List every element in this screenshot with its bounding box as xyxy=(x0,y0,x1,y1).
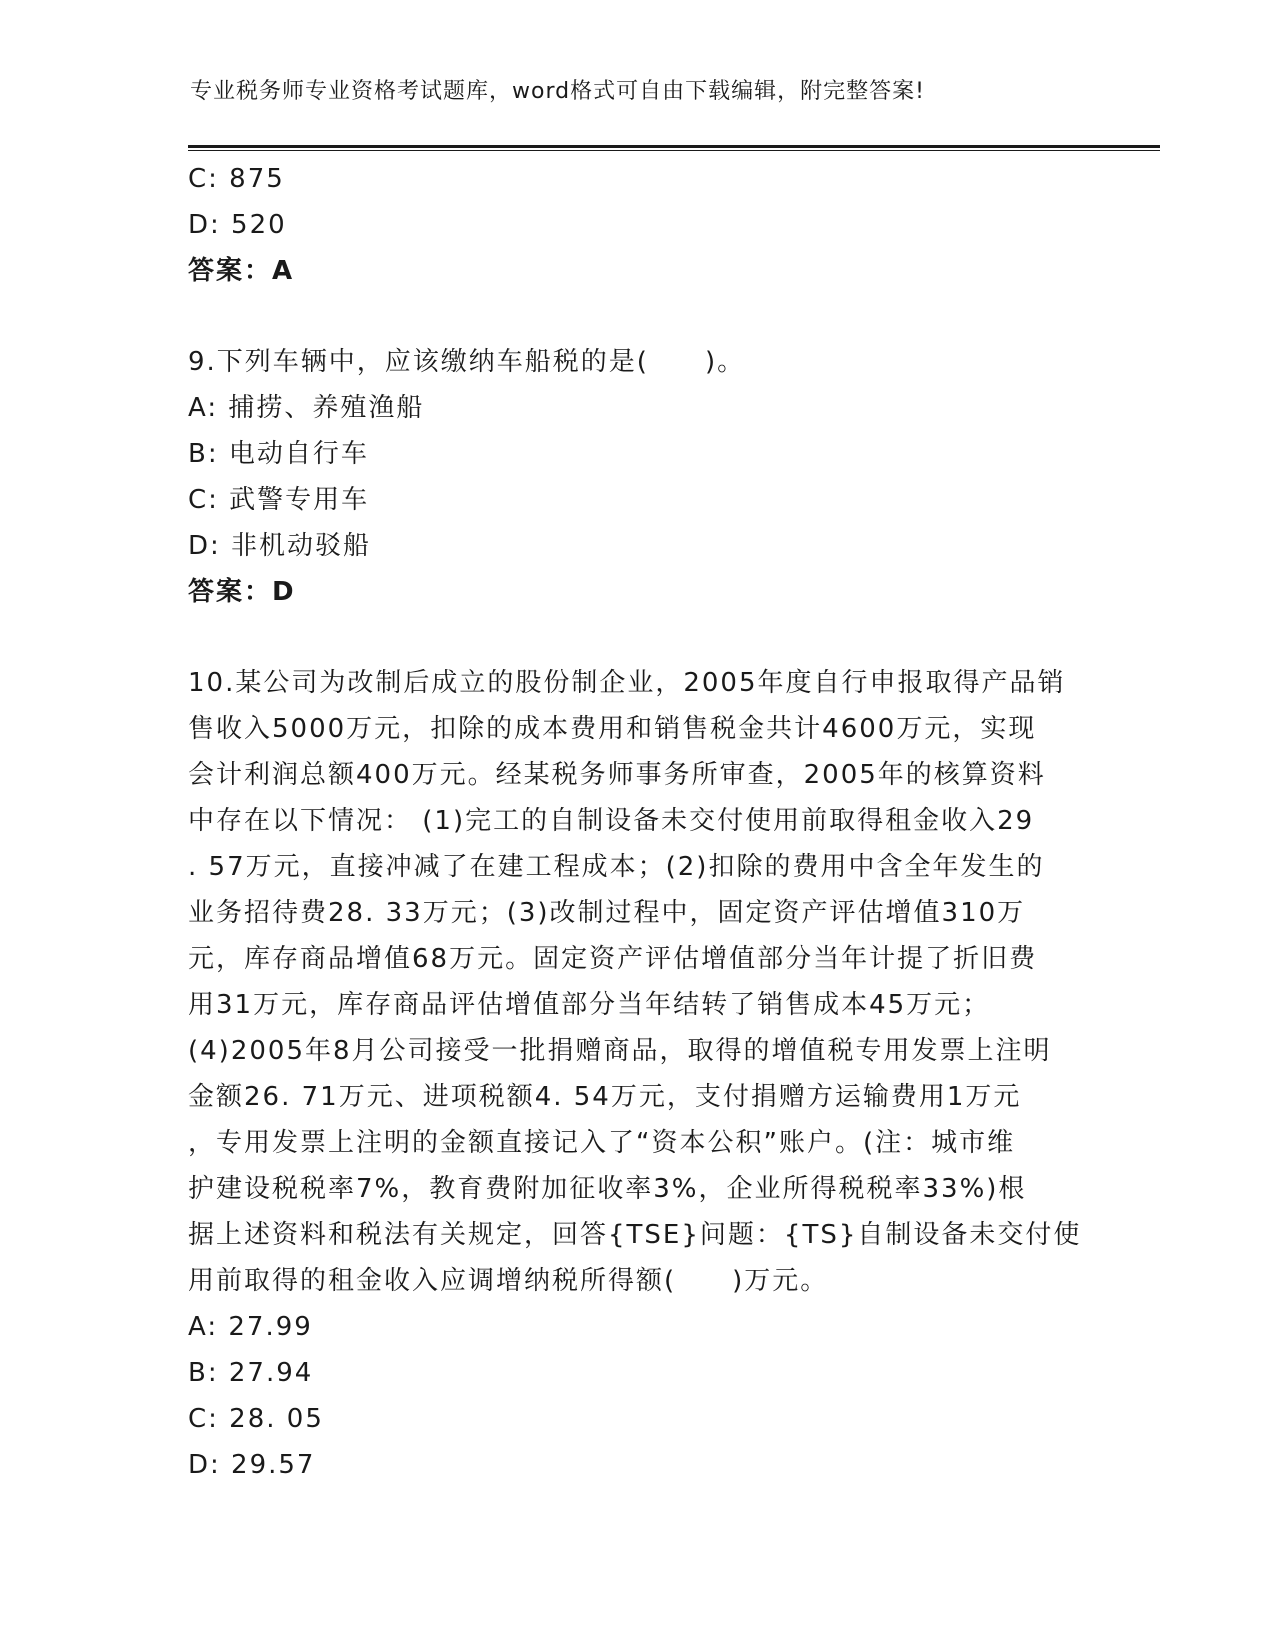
option-d: D: 29.57 xyxy=(188,1450,316,1480)
question-stem-line: ，专用发票上注明的金额直接记入了“资本公积”账户。(注：城市维 xyxy=(188,1128,1016,1158)
spacer xyxy=(188,294,1088,339)
page-header: 专业税务师专业资格考试题库，word格式可自由下载编辑，附完整答案! xyxy=(190,79,925,104)
option-b: B: 27.94 xyxy=(188,1358,314,1388)
question-10 xyxy=(188,660,1088,1488)
question-stem-line: 业务招待费28. 33万元；(3)改制过程中，固定资产评估增值310万 xyxy=(188,898,1026,928)
option-c: C: 875 xyxy=(188,164,285,194)
option-d: D: 520 xyxy=(188,210,287,240)
question-stem-line: 售收入5000万元，扣除的成本费用和销售税金共计4600万元，实现 xyxy=(188,714,1037,744)
option-d: D: 非机动驳船 xyxy=(188,531,372,561)
question-stem-line: (4)2005年8月公司接受一批捐赠商品，取得的增值税专用发票上注明 xyxy=(188,1036,1052,1066)
question-stem-line: 用31万元，库存商品评估增值部分当年结转了销售成本45万元； xyxy=(188,990,991,1020)
question-stem: 9.下列车辆中，应该缴纳车船税的是( )。 xyxy=(188,347,746,377)
question-stem-line: 金额26. 71万元、进项税额4. 54万元，支付捐赠方运输费用1万元 xyxy=(188,1082,1022,1112)
answer: 答案：A xyxy=(188,256,295,286)
question-stem-line: 会计利润总额400万元。经某税务师事务所审查，2005年的核算资料 xyxy=(188,760,1046,790)
question-stem-line: 据上述资料和税法有关规定，回答{TSE}问题：{TS}自制设备未交付使 xyxy=(188,1220,1082,1250)
question-stem-line: 用前取得的租金收入应调增纳税所得额( )万元。 xyxy=(188,1266,829,1296)
spacer xyxy=(188,615,1088,660)
answer: 答案：D xyxy=(188,577,296,607)
document-body xyxy=(188,156,1088,1488)
option-c: C: 武警专用车 xyxy=(188,485,370,515)
option-b: B: 电动自行车 xyxy=(188,439,369,469)
question-stem-line: . 57万元，直接冲减了在建工程成本；(2)扣除的费用中含全年发生的 xyxy=(188,852,1045,882)
question-stem-line: 10.某公司为改制后成立的股份制企业，2005年度自行申报取得产品销 xyxy=(188,668,1066,698)
question-8-tail xyxy=(188,156,1088,294)
header-divider xyxy=(188,145,1160,148)
header-divider-thin xyxy=(188,150,1160,151)
option-c: C: 28. 05 xyxy=(188,1404,324,1434)
question-stem-line: 中存在以下情况： (1)完工的自制设备未交付使用前取得租金收入29 xyxy=(188,806,1035,836)
option-a: A: 捕捞、养殖渔船 xyxy=(188,393,425,423)
question-stem-line: 护建设税税率7%，教育费附加征收率3%，企业所得税税率33%)根 xyxy=(188,1174,1027,1204)
question-stem-line: 元，库存商品增值68万元。固定资产评估增值部分当年计提了折旧费 xyxy=(188,944,1038,974)
option-a: A: 27.99 xyxy=(188,1312,313,1342)
question-9 xyxy=(188,339,1088,615)
